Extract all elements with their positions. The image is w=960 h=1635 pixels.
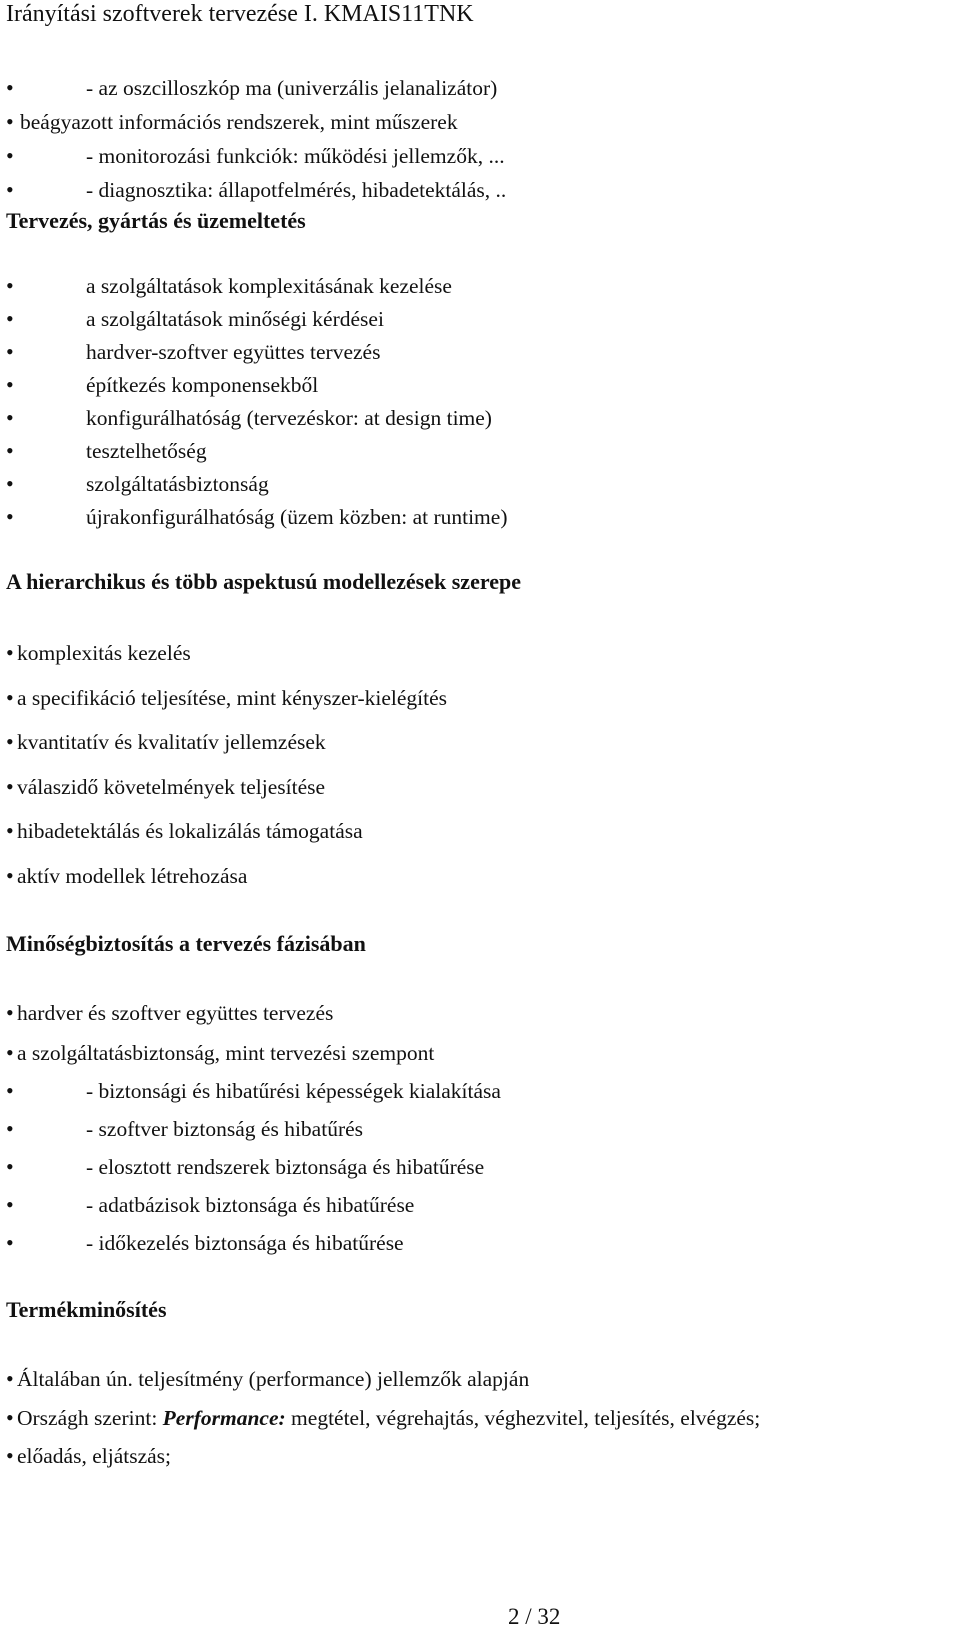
bullet-icon: • (6, 143, 14, 168)
bullet-icon: • (6, 504, 14, 529)
bullet-icon: • (6, 471, 14, 496)
bullet-icon: • (6, 1366, 14, 1391)
bullet-icon: • (6, 109, 14, 134)
item-suffix: megtétel, végrehajtás, véghezvitel, teljesítés, elvégzés; (285, 1406, 761, 1430)
bullet-icon: • (6, 438, 14, 463)
bullet-icon: • (6, 405, 14, 430)
section-heading: A hierarchikus és több aspektusú modellezések szerepe (6, 569, 521, 594)
bullet-icon: • (6, 1405, 14, 1430)
page-number: 2 / 32 (508, 1604, 561, 1629)
bullet-icon: • (6, 1230, 14, 1255)
bullet-icon: • (6, 1443, 14, 1468)
page-title: Irányítási szoftverek tervezése I. KMAIS11TNK (6, 1, 474, 27)
bullet-icon: • (6, 1192, 14, 1217)
bullet-icon: • (6, 863, 14, 888)
bullet-icon: • (6, 177, 14, 202)
bullet-icon: • (6, 273, 14, 298)
bullet-icon: • (6, 75, 14, 100)
bullet-icon: • (6, 1000, 14, 1025)
emphasized-term: Performance: (162, 1406, 286, 1430)
bullet-icon: • (6, 729, 14, 754)
bullet-icon: • (6, 1078, 14, 1103)
bullet-icon: • (6, 1040, 14, 1065)
bullet-icon: • (6, 818, 14, 843)
section-heading: Minőségbiztosítás a tervezés fázisában (6, 931, 366, 956)
bullet-icon: • (6, 372, 14, 397)
bullet-icon: • (6, 774, 14, 799)
section-heading: Termékminősítés (6, 1297, 167, 1322)
bullet-icon: • (6, 306, 14, 331)
bullet-icon: • (6, 640, 14, 665)
item-prefix: Országh szerint: (17, 1406, 163, 1430)
bullet-icon: • (6, 1116, 14, 1141)
section-heading: Tervezés, gyártás és üzemeltetés (6, 208, 306, 233)
bullet-icon: • (6, 339, 14, 364)
bullet-icon: • (6, 685, 14, 710)
bullet-icon: • (6, 1154, 14, 1179)
